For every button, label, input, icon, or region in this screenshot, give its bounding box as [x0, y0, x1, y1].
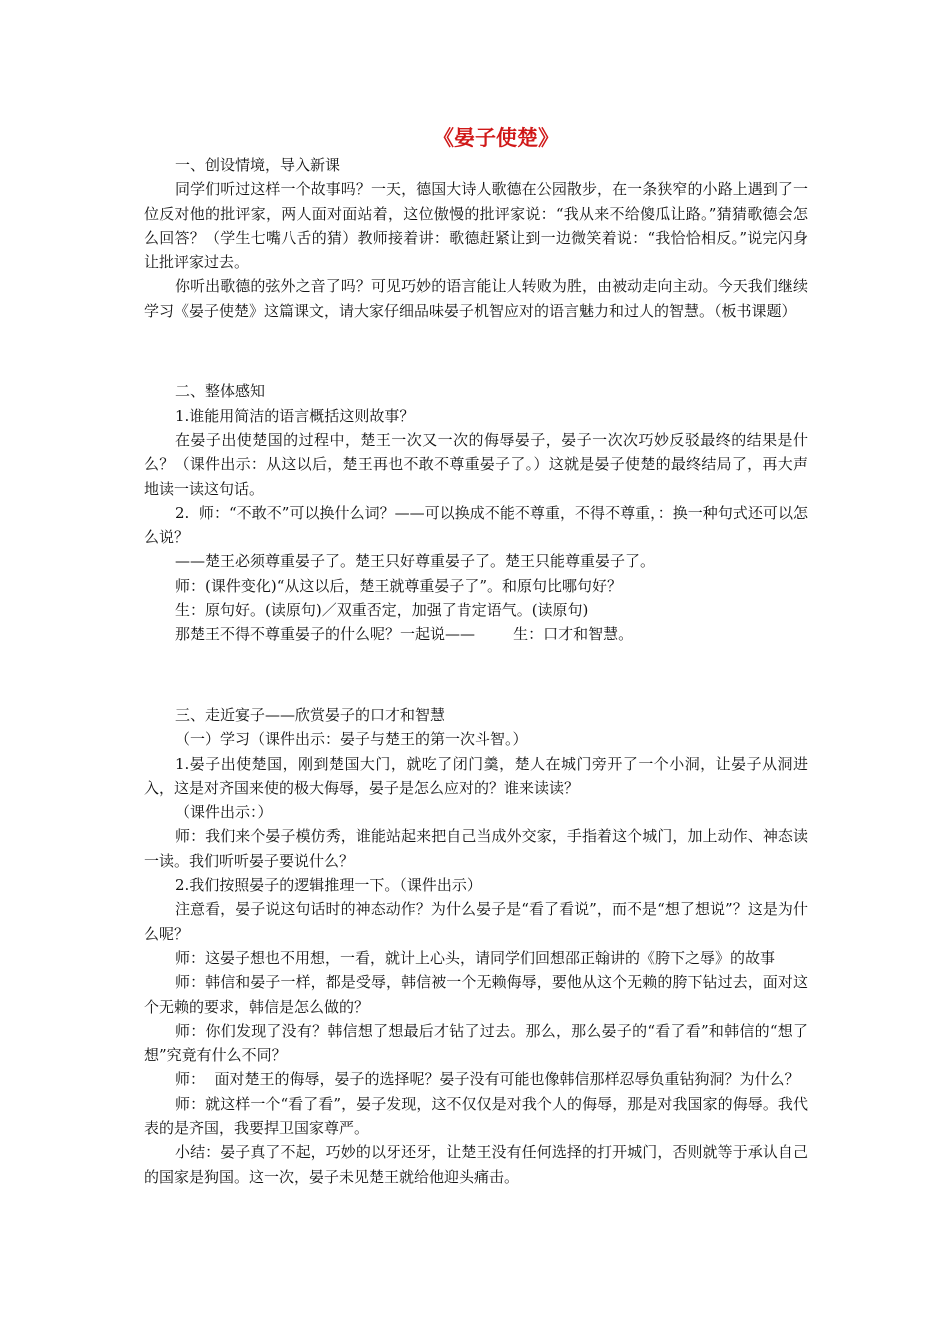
- paragraph: ——楚王必须尊重晏子了。楚王只好尊重晏子了。楚王只能尊重晏子了。: [175, 552, 656, 571]
- blank-line: [144, 339, 808, 363]
- paragraph: 二、整体感知: [175, 382, 266, 401]
- paragraph: 小结：晏子真了不起，巧妙的以牙还牙，让楚王没有任何选择的打开城门，否则就等于承认自己的国家是狗国。这一次，晏子未见楚王就给他迎头痛击。: [144, 1143, 808, 1186]
- paragraph: 师：(课件变化)“从这以后，楚王就尊重晏子了”。和原句比哪句好？: [175, 576, 623, 595]
- document-title: 《晏子使楚》: [433, 126, 559, 150]
- paragraph: （一）学习（课件出示：晏子与楚王的第一次斗智。）: [175, 730, 528, 749]
- paragraph: 师：就这样一个“看了看”，晏子发现，这不仅仅是对我个人的侮辱，那是对我国家的侮辱。我代表的是齐国，我要捍卫国家尊严。: [144, 1094, 808, 1137]
- paragraph: 1.晏子出使楚国，刚到楚国大门，就吃了闭门羹，楚人在城门旁开了一个小洞，让晏子从洞进入，这是对齐国来使的极大侮辱，晏子是怎么应对的？谁来读读？: [144, 754, 808, 797]
- paragraph: 师： 面对楚王的侮辱，晏子的选择呢？晏子没有可能也像韩信那样忍辱负重钻狗洞？为什么？: [175, 1070, 800, 1089]
- paragraph: 你听出歌德的弦外之音了吗？可见巧妙的语言能让人转败为胜，由被动走向主动。今天我们继续学习《晏子使楚》这篇课文，请大家仔细品味晏子机智应对的语言魅力和过人的智慧。（板书课题）: [144, 277, 808, 320]
- paragraph: 在晏子出使楚国的过程中，楚王一次又一次的侮辱晏子，晏子一次次巧妙反驳最终的结果是什么？（课件出示：从这以后，楚王再也不敢不尊重晏子了。）这就是晏子使楚的最终结局了，再大声地读一读这句话。: [144, 430, 808, 498]
- paragraph: 那楚王不得不尊重晏子的什么呢？一起说—— 生：口才和智慧。: [175, 625, 634, 644]
- paragraph: 师：韩信和晏子一样，都是受辱，韩信被一个无赖侮辱，要他从这个无赖的胯下钻过去，面对这个无赖的要求，韩信是怎么做的？: [144, 973, 808, 1016]
- paragraph: 师：这晏子想也不用想，一看，就计上心头，请同学们回想邵正翰讲的《胯下之辱》的故事: [175, 948, 776, 967]
- paragraph: 师：你们发现了没有？韩信想了想最后才钻了过去。那么，那么晏子的“看了看”和韩信的“想了想”究竟有什么不同？: [144, 1021, 808, 1065]
- paragraph: 三、走近宴子——欣赏晏子的口才和智慧: [175, 705, 446, 724]
- paragraph: 师：我们来个晏子模仿秀，谁能站起来把自己当成外交家，手指着这个城门，加上动作、神态读一读。我们听听晏子要说什么？: [144, 827, 808, 870]
- paragraph: 一、创设情境，导入新课: [175, 156, 341, 174]
- paragraph: 注意看，晏子说这句话时的神态动作？为什么晏子是“看了看说”，而不是“想了想说”？这是为什么呢？: [144, 900, 808, 943]
- paragraph: 2. 师：“不敢不”可以换什么词？——可以换成不能不尊重，不得不尊重，：换一种句式还可以怎么说？: [144, 503, 808, 547]
- blank-line: [144, 663, 808, 687]
- paragraph: 生：原句好。(读原句)／双重否定，加强了肯定语气。(读原句): [175, 601, 589, 620]
- paragraph: 2.我们按照晏子的逻辑推理一下。（课件出示）: [175, 876, 482, 895]
- paragraph: （课件出示：）: [175, 803, 273, 822]
- paragraph: 同学们听过这样一个故事吗？一天，德国大诗人歌德在公园散步，在一条狭窄的小路上遇到了一位反对他的批评家，两人面对面站着，这位傲慢的批评家说：“我从来不给傻瓜让路。”猜猜歌德会怎么回答？（学生七嘴八舌的猜）教师接着讲：歌德赶紧让到一边微笑着说：“我恰恰相反。”说完闪身让批评家过去。: [144, 180, 808, 272]
- document-page: [144, 124, 808, 1189]
- paragraph: 1.谁能用简洁的语言概括这则故事？: [175, 406, 415, 425]
- document-body: [144, 153, 808, 1189]
